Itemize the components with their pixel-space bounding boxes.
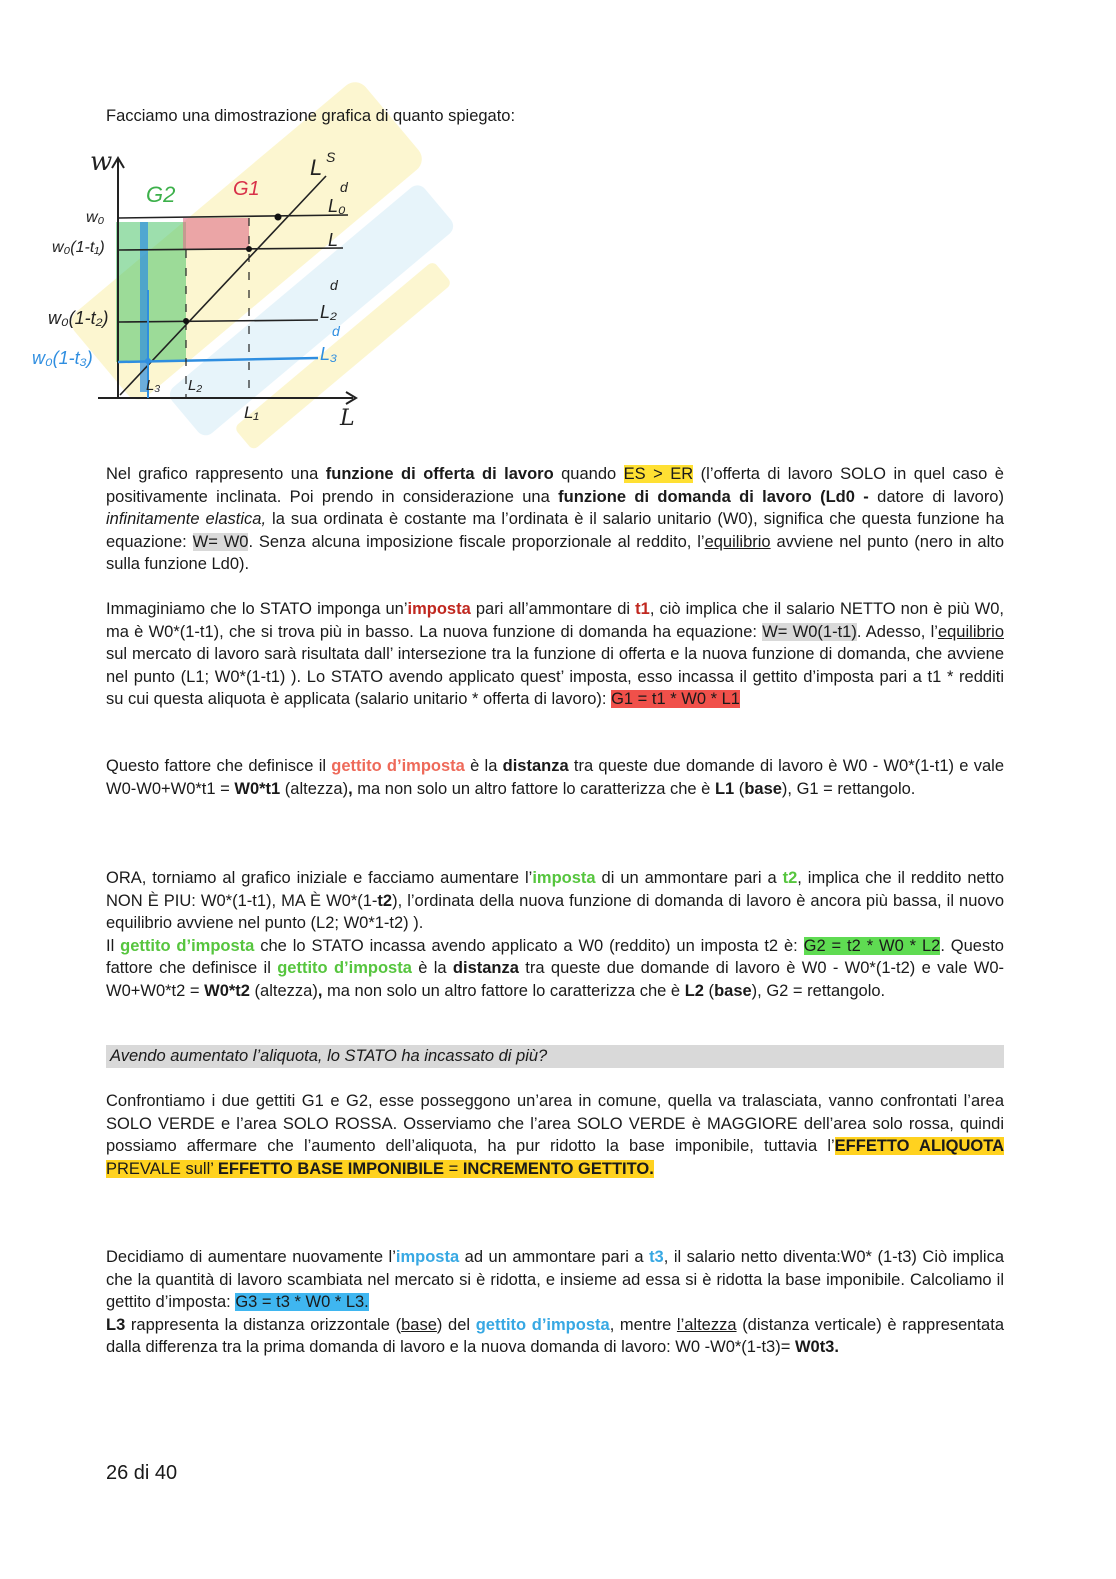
- svg-text:L₂: L₂: [320, 302, 337, 322]
- svg-text:G2: G2: [146, 182, 176, 207]
- paragraph-8: L3 rappresenta la distanza orizzontale (base) del gettito d’imposta, mentre l’altezza (distanza verticale) è rappresentata dalla differenza tra la prima domanda di lavoro e la nuova domanda di lavoro: W0 -W0*(1-t3)= W0t3.: [106, 1315, 1004, 1357]
- svg-text:d: d: [330, 277, 338, 293]
- svg-text:w₀(1-t₁): w₀(1-t₁): [52, 239, 105, 256]
- demand-line-ld0: [118, 215, 348, 218]
- paragraph-1: Nel grafico rappresento una funzione di offerta di lavoro quando ES > ER (l’offerta di lavoro SOLO in quel caso è positivamente inclinata. Poi prendo in considerazione una funzione di domanda di lavoro (Ld0 - datore di lavoro) infinitamente elastica, la sua ordinata è costante ma l’ordinata è il salario unitario (W0), significa che questa funzione ha equazione: W= W0. Senza alcuna imposizione fiscale proporzionale al reddito, l’equilibrio avviene nel punto (nero in alto sulla funzione Ld0).: [106, 465, 1005, 574]
- equilibrium-point: [275, 214, 282, 221]
- svg-text:L₁: L₁: [244, 403, 259, 422]
- svg-text:L₃: L₃: [146, 377, 161, 394]
- svg-text:S: S: [326, 149, 336, 165]
- svg-text:L₃: L₃: [320, 344, 338, 364]
- g2-green-area: [116, 222, 186, 362]
- y-axis-label: w: [90, 147, 113, 177]
- paragraph-7: Decidiamo di aumentare nuovamente l’imposta ad un ammontare pari a t3, il salario netto diventa:W0* (1-t3) Ciò implica che la quantità di lavoro scambiata nel mercato si è ridotta, e insieme ad essa si è ridotta la base imponibile. Calcoliamo il gettito d’imposta: G3 = t3 * W0 * L3. L3 rappresenta la distanza orizzontale (base) del gettito d’imposta, mentre l’altezza (distanza verticale) è rappresentata dalla differenza tra la prima domanda di lavoro e la nuova domanda di lavoro: W0 -W0*(1-t3)= W0t3.: [106, 1246, 1004, 1359]
- svg-text:w₀(1-t₃): w₀(1-t₃): [32, 348, 93, 368]
- paragraph-2: Immaginiamo che lo STATO imponga un’imposta pari all’ammontare di t1, ciò implica che il salario NETTO non è più W0, ma è W0*(1-t1), che si trova più in basso. La nuova funzione di domanda ha equazione: W= W0(1-t1). Adesso, l’equilibrio sul mercato di lavoro sarà risultata dall’ intersezione tra la funzione di offerta e la nuova funzione di domanda, che avviene nel punto (L1; W0*(1-t1) ). Lo STATO avendo applicato quest’ imposta, esso incassa il gettito d’imposta pari a t1 * redditi su cui questa aliquota è applicata (salario unitario * offerta di lavoro): G1 = t1 * W0 * L1: [106, 600, 1004, 709]
- g1-red-area: [183, 218, 249, 250]
- svg-text:w₀(1-t₂): w₀(1-t₂): [48, 308, 109, 328]
- svg-text:d: d: [340, 179, 348, 195]
- paragraph-5: Il gettito d’imposta che lo STATO incassa avendo applicato a W0 (reddito) un imposta t2 è: G2 = t2 * W0 * L2. Questo fattore che definisce il gettito d’imposta è la distanza tra queste due domande di lavoro è W0 - W0*(1-t2) e vale W0-W0+W0*t2 = W0*t2 (altezza), ma non solo un altro fattore lo caratterizza che è L2 (base), G2 = rettangolo.: [106, 936, 1004, 1000]
- intro-text: Facciamo una dimostrazione grafica di quanto spiegato:: [106, 107, 516, 125]
- svg-text:L: L: [328, 230, 339, 250]
- tax-revenue-graph: [28, 140, 398, 440]
- svg-text:w₀: w₀: [86, 209, 105, 226]
- svg-text:L₀: L₀: [328, 196, 346, 216]
- paragraph-4: ORA, torniamo al grafico iniziale e facciamo aumentare l’imposta di un ammontare pari a t2, implica che il reddito netto NON È PIU: W0*(1-t1), MA È W0*(1-t2), l’ordinata della nuova funzione di domanda di lavoro è ancora più bassa, il nuovo equilibrio avviene nel punto (L2; W0*1-t2) ). Il gettito d’imposta che lo STATO incassa avendo applicato a W0 (reddito) un imposta t2 è: G2 = t2 * W0 * L2. Questo fattore che definisce il gettito d’imposta è la distanza tra queste due domande di lavoro è W0 - W0*(1-t2) e vale W0-W0+W0*t2 = W0*t2 (altezza), ma non solo un altro fattore lo caratterizza che è L2 (base), G2 = rettangolo.: [106, 867, 1004, 1003]
- paragraph-6: Confrontiamo i due gettiti G1 e G2, esse posseggono un’area in comune, quella va tralasciata, vanno confrontati l’area SOLO VERDE e l’area SOLO ROSSA. Osserviamo che l’area SOLO VERDE è MAGGIORE dell’area solo rossa, quindi possiamo affermare che l’aumento dell’aliquota, ha pur ridotto la base imponibile, tuttavia l’EFFETTO ALIQUOTA PREVALE sull’ EFFETTO BASE IMPONIBILE = INCREMENTO GETTITO.: [106, 1092, 1004, 1178]
- svg-text:L: L: [310, 155, 323, 180]
- paragraph-3: Questo fattore che definisce il gettito d’imposta è la distanza tra queste due domande di lavoro è W0 - W0*(1-t1) e vale W0-W0+W0*t1 = W0*t1 (altezza), ma non solo un altro fattore lo caratterizza che è L1 (base), G1 = rettangolo.: [106, 757, 1004, 798]
- question-bar: Avendo aumentato l’aliquota, lo STATO ha incassato di più?: [106, 1045, 1004, 1068]
- svg-text:L₂: L₂: [188, 377, 203, 394]
- x-axis-label: L: [340, 406, 355, 431]
- svg-text:d: d: [332, 323, 340, 339]
- svg-text:G1: G1: [233, 178, 260, 200]
- page-number: 26 di 40: [106, 1462, 178, 1484]
